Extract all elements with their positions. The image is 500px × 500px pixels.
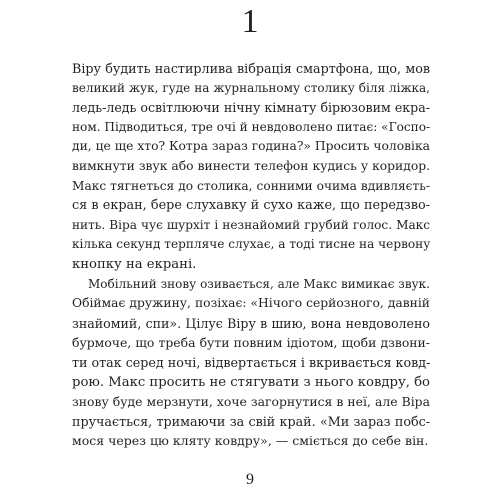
- text-line: знайомий, спи». Цілує Віру в шию, вона невдоволено: [72, 315, 430, 331]
- text-line: рою. Макс просить не стягувати з нього ковдру, бо: [72, 374, 430, 390]
- page-number: 9: [246, 471, 254, 488]
- chapter-number: 1: [241, 3, 259, 40]
- text-line: великий жук, гуде на журнальному столику біля ліжка,: [72, 80, 430, 95]
- text-line: вимкнути звук або винести телефон кудись у коридор.: [72, 158, 430, 173]
- text-line: Мобільний знову озивається, але Макс вимикає звук.: [88, 276, 430, 291]
- text-line: бурмоче, що треба бути повним ідіотом, щоби дзвони-: [72, 335, 430, 351]
- text-line: ди, це ще хто? Котра зараз година?» Просить чоловіка: [72, 139, 430, 154]
- text-line: Віру будить настирлива вібрація смартфона, що, мов: [72, 61, 430, 76]
- text-line: мося через цю кляту ковдру», — сміється до себе він.: [72, 433, 429, 449]
- paragraph-1: [72, 59, 430, 275]
- text-line: ся в екран, бере слухавку й сухо каже, що передзво-: [72, 198, 430, 214]
- text-line: знову буде мерзнути, хоче загорнутися в неї, але Віра: [72, 394, 430, 410]
- text-line: пручається, тримаючи за свій край. «Ми зараз побс-: [72, 413, 430, 429]
- text-line: ном. Підводиться, тре очі й невдоволено питає: «Госпо-: [72, 119, 431, 134]
- body-text: [72, 59, 430, 451]
- text-line: кілька секунд терпляче слухає, а тоді тисне на червону: [72, 237, 431, 252]
- text-line: Обіймає дружину, позіхає: «Нічого серйозного, давній: [72, 296, 430, 311]
- text-line: ледь-ледь освітлюючи нічну кімнату бірюзовим екра-: [72, 100, 430, 116]
- text-line: Макс тягнеться до столика, сонними очима вдивляєть-: [72, 178, 430, 193]
- text-line: нить. Віра чує шурхіт і незнайомий грубий голос. Макс: [72, 217, 430, 232]
- text-line: ти отак серед ночі, відвертається і вкривається ковд-: [72, 354, 431, 370]
- paragraph-2: [72, 275, 430, 451]
- text-line: кнопку на екрані.: [72, 256, 197, 272]
